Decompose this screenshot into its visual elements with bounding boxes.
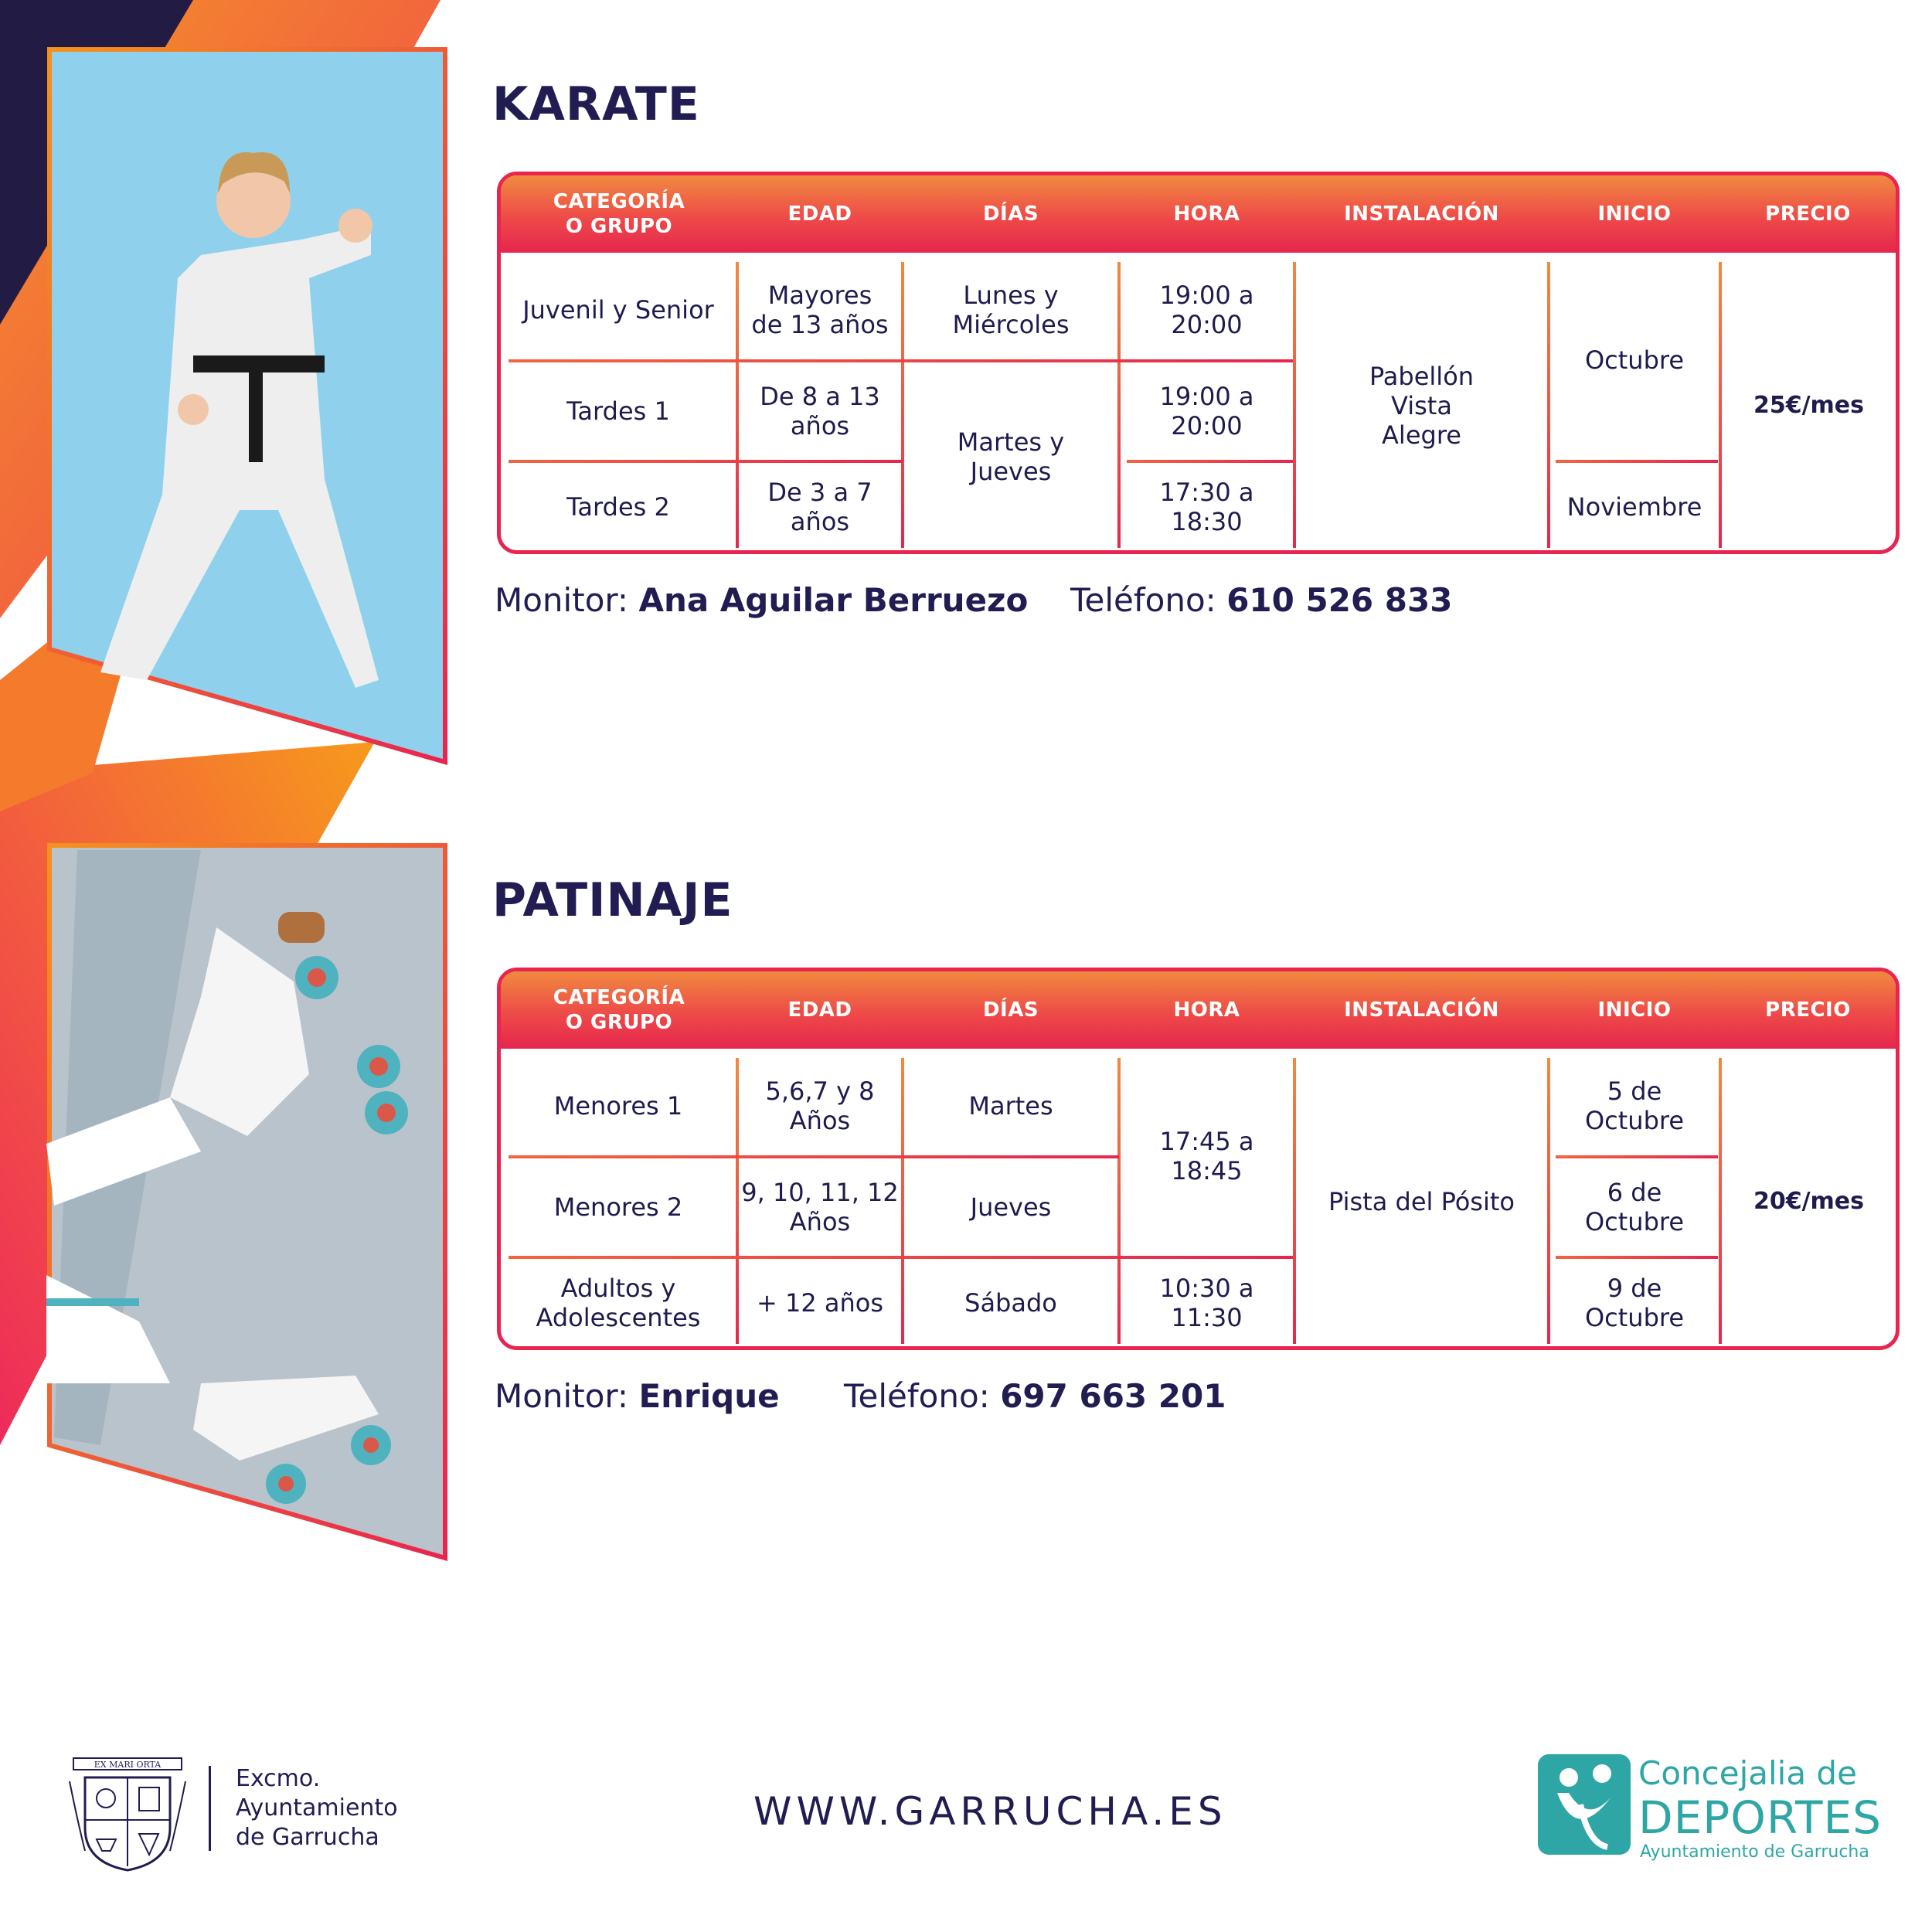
- header-edad: EDAD: [787, 202, 852, 226]
- table-cell: Pabellón Vista Alegre: [1369, 361, 1475, 450]
- patinaje-table-header: [501, 971, 1896, 1049]
- header-hora: HORA: [1173, 998, 1240, 1022]
- table-cell: 9, 10, 11, 12 Años: [741, 1178, 899, 1236]
- karate-table-header: [501, 175, 1896, 253]
- patinaje-table-body: [501, 1049, 1896, 1346]
- table-cell: Jueves: [970, 1192, 1052, 1222]
- table-cell: 17:30 a 18:30: [1159, 477, 1254, 536]
- table-cell: Tardes 2: [566, 492, 670, 522]
- table-cell: + 12 años: [756, 1287, 883, 1318]
- karate-schedule-table: [497, 172, 1900, 554]
- header-categoria: CATEGORÍA O GRUPO: [553, 190, 685, 238]
- header-inicio: INICIO: [1597, 998, 1672, 1022]
- price-cell: 20€/mes: [1753, 1187, 1865, 1215]
- table-cell: Juvenil y Senior: [522, 295, 714, 325]
- table-cell: Lunes y Miércoles: [952, 281, 1070, 339]
- patinaje-title: PATINAJE: [492, 873, 733, 927]
- table-cell: Noviembre: [1566, 492, 1702, 522]
- header-hora: HORA: [1173, 202, 1240, 226]
- table-cell: Mayores de 13 años: [751, 281, 889, 339]
- table-cell: Octubre: [1584, 345, 1685, 375]
- monitor-name: Ana Aguilar Berruezo: [638, 581, 1029, 619]
- footer-divider: [209, 1766, 211, 1851]
- table-cell: 6 de Octubre: [1584, 1178, 1685, 1236]
- table-cell: Adultos y Adolescentes: [536, 1273, 701, 1332]
- header-precio: PRECIO: [1765, 998, 1851, 1022]
- phone-label: Teléfono:: [844, 1377, 990, 1415]
- sports-department-logo-icon: [1534, 1750, 1634, 1859]
- price-cell: 25€/mes: [1753, 391, 1865, 419]
- monitor-label: Monitor:: [495, 581, 629, 619]
- table-cell: De 8 a 13 años: [760, 382, 880, 440]
- table-cell: Menores 1: [553, 1091, 683, 1121]
- phone-number[interactable]: 697 663 201: [1000, 1377, 1226, 1415]
- karate-photo: [46, 46, 448, 765]
- table-cell: 10:30 a 11:30: [1159, 1273, 1254, 1332]
- table-cell: Pista del Pósito: [1328, 1186, 1515, 1216]
- header-categoria: CATEGORÍA O GRUPO: [553, 986, 685, 1034]
- department-line-2: DEPORTES: [1638, 1791, 1882, 1844]
- karate-title: KARATE: [492, 77, 700, 131]
- ayuntamiento-name: Excmo. Ayuntamiento de Garrucha: [236, 1765, 398, 1851]
- roller-skates-photo: [46, 842, 448, 1561]
- header-dias: DÍAS: [982, 998, 1039, 1022]
- table-cell: 5,6,7 y 8 Años: [765, 1077, 875, 1135]
- header-edad: EDAD: [787, 998, 852, 1022]
- table-cell: 19:00 a 20:00: [1159, 281, 1254, 339]
- crest-motto: EX MARI ORTA: [94, 1760, 162, 1770]
- phone-label: Teléfono:: [1070, 581, 1216, 619]
- department-line-1: Concejalia de: [1638, 1754, 1857, 1792]
- monitor-name: Enrique: [638, 1377, 780, 1415]
- table-cell: 9 de Octubre: [1584, 1273, 1685, 1332]
- table-cell: Tardes 1: [566, 396, 670, 426]
- header-instalacion: INSTALACIÓN: [1344, 998, 1499, 1022]
- table-cell: 17:45 a 18:45: [1159, 1127, 1254, 1185]
- table-cell: Martes y Jueves: [957, 427, 1065, 486]
- monitor-label: Monitor:: [495, 1377, 629, 1415]
- phone-number[interactable]: 610 526 833: [1226, 581, 1453, 619]
- table-cell: 5 de Octubre: [1584, 1077, 1685, 1135]
- table-cell: De 3 a 7 años: [767, 477, 872, 536]
- header-precio: PRECIO: [1765, 202, 1851, 226]
- department-line-3: Ayuntamiento de Garrucha: [1640, 1842, 1869, 1862]
- website-link[interactable]: WWW.GARRUCHA.ES: [753, 1789, 1227, 1834]
- patinaje-schedule-table: [497, 968, 1900, 1350]
- header-dias: DÍAS: [982, 202, 1039, 226]
- header-instalacion: INSTALACIÓN: [1344, 202, 1499, 226]
- karate-table-body: [501, 253, 1896, 550]
- table-cell: Sábado: [964, 1287, 1057, 1318]
- table-cell: Menores 2: [553, 1192, 683, 1222]
- table-cell: 19:00 a 20:00: [1159, 382, 1254, 440]
- table-cell: Martes: [968, 1091, 1053, 1121]
- coat-of-arms-icon: [66, 1743, 189, 1874]
- header-inicio: INICIO: [1597, 202, 1672, 226]
